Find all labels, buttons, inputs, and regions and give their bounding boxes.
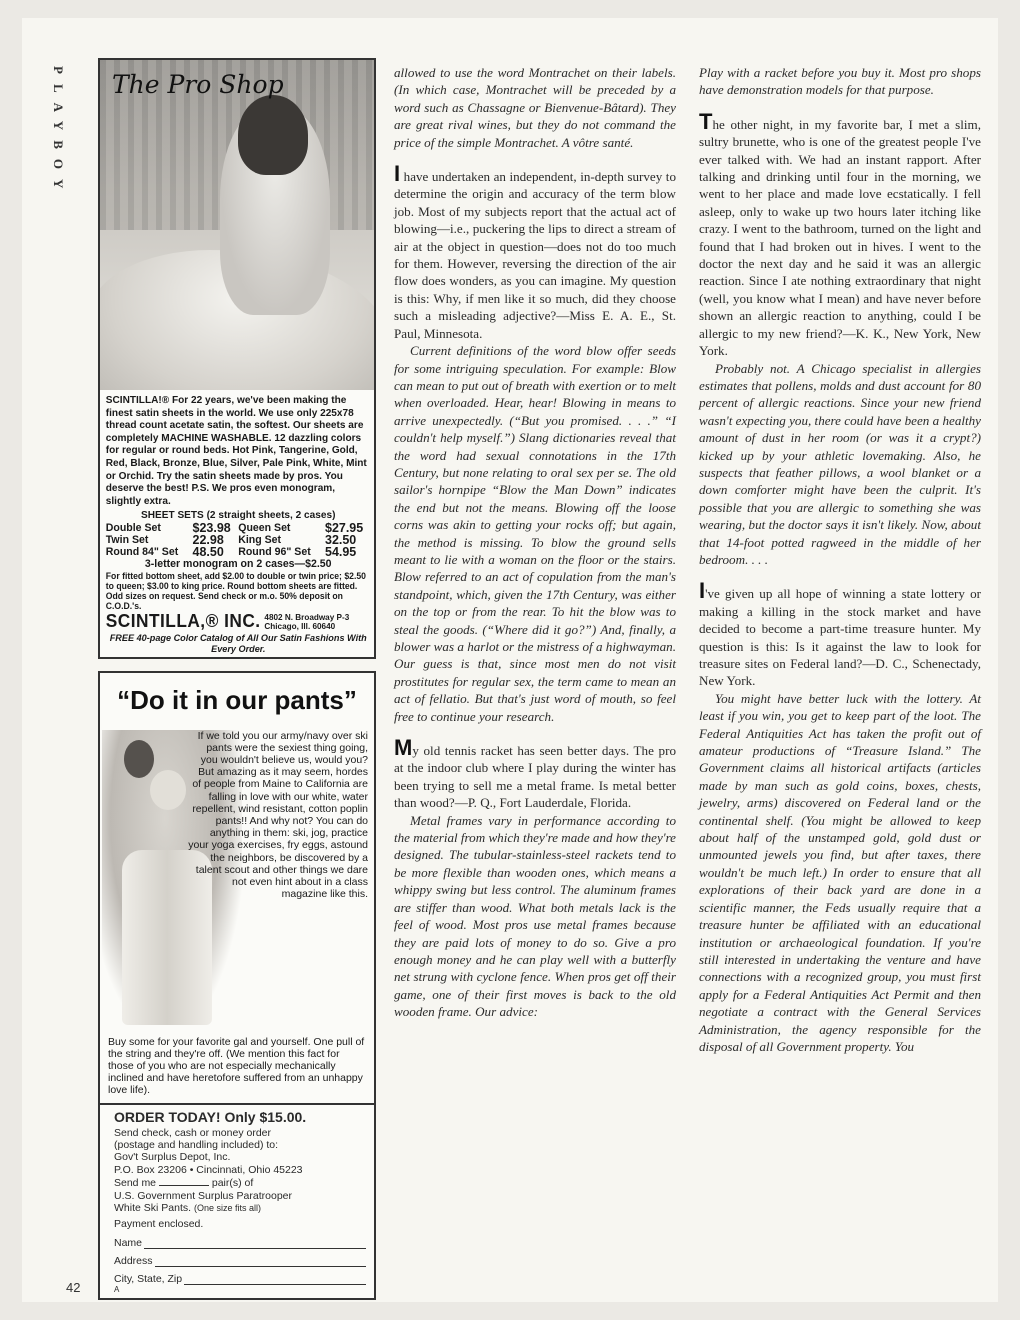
price-label: King Set bbox=[238, 533, 282, 546]
price-label: Double Set bbox=[105, 521, 161, 534]
magazine-page bbox=[22, 18, 998, 1302]
question-paragraph bbox=[699, 108, 981, 360]
ad-shop-title: The Pro Shop bbox=[112, 70, 284, 99]
text-column-1 bbox=[394, 64, 676, 1021]
page-number: 42 bbox=[66, 1280, 81, 1295]
quantity-field[interactable] bbox=[159, 1176, 209, 1186]
order-line: Send check, cash or money order bbox=[114, 1126, 271, 1139]
city-label: City, State, Zip bbox=[114, 1272, 183, 1285]
address-line: Chicago, Ill. 60640 bbox=[264, 620, 336, 631]
ad-buy-copy: Buy some for your favorite gal and yourself. One pull of the string and they're off. (We mention this fact for those of you who are not especially mechanically inclined and have heretofore suffered from an unhappy love life). bbox=[108, 1035, 365, 1097]
answer-paragraph: Current definitions of the word blow offer seeds for some intriguing speculation. For example: Blow can mean to put out of breath with exertion or to melt when overloaded. Hear, hear! Blowing in means to arrive unexpectedly. (“But you promised. . . .” “I couldn't help myself.”) Slang dictionaries reveal that the word had sexual connotations in the 17th Century, but none relating to oral sex per se. The old sailor's hornpipe “Blow the Man Down” indicates the end but not the means. Blowing off the loose corns was akin to getting your rocks off; but again, the method is missing. To blow the ground sells meant to lie with a woman on the floor or the stairs. Blow referred to an act of copulation from the man's standpoint, which, given the 17th Century, was either on the top or from the rear. To hit the blow was to steal the goods. (“Where did it go?”) And, finally, a blower was a harlot or the mistress of a highwayman. Our guess is that, since most men do not visit prostitutes for regular sex, the term came to mean an act of fellatio. But that's just word of mouth, so feel free to continue your research. bbox=[394, 343, 676, 724]
drop-cap: T bbox=[699, 108, 713, 134]
price-table bbox=[105, 519, 371, 559]
answer-paragraph: Play with a racket before you buy it. Most pro shops have demonstration models for that purpose. bbox=[699, 65, 981, 98]
order-coupon bbox=[100, 1103, 374, 1298]
ad-column bbox=[98, 58, 376, 1300]
pairs-label: pair(s) of bbox=[211, 1177, 254, 1190]
text-column-2 bbox=[699, 64, 981, 1055]
question-text: 've given up all hope of winning a state lottery or making a killing in the stock market and have decided to become a part-time treasure hunter. My question is this: Is it against the law to look for treasure sites on Federal land?—D. C., Schenectady, New York. bbox=[699, 586, 981, 689]
price-value: 32.50 bbox=[325, 531, 357, 547]
brand-address bbox=[264, 613, 349, 631]
sheet-sets-heading: SHEET SETS (2 straight sheets, 2 cases) bbox=[141, 509, 336, 522]
city-field[interactable] bbox=[184, 1274, 366, 1285]
price-value: 54.95 bbox=[325, 543, 357, 559]
price-row bbox=[106, 546, 371, 558]
order-line: P.O. Box 23206 • Cincinnati, Ohio 45223 bbox=[114, 1163, 303, 1176]
answer-paragraph: You might have better luck with the lottery. At least if you win, you get to keep part of the loot. The Federal Antiquities Act has taken the profit out of amateur productions of “Treasure Island.” The Government claims all historical artifacts (articles made by man such as gold coins, boxes, chests, jewelry, arms) discovered on Federal land or the continental shelf. (You might be allowed to keep about half of the unstamped gold, gold dust or unmounted jewels you find, but after taxes, there wouldn't be much left.) In order to ensure that all explorations of their back yard are done in a scientific manner, the Feds usually require that a treasure hunter be affiliated with an educational institution or archaeological foundation. If you're still interested in undertaking the venture and have connections with a recognized group, you must first apply for a Federal Antiquities Act Permit and then negotiate a contract with the General Services Administration, the agency responsible for the disposal of all Government property. You bbox=[699, 690, 981, 1054]
price-value: $23.98 bbox=[192, 519, 231, 535]
question-text: he other night, in my favorite bar, I met a slim, sultry brunette, who is one of the greatest people I've ever talked with. We had an instant rapport. After talking and drinking until four in the morning, we went to her place and made love ecstatically. I fell asleep, only to wake up two hours later itching like crazy. I went to the bathroom, turned on the light and found that I had broken out in hives. I went to the doctor the next day and he said it was an allergic reaction. Since I ate nothing extraordinary that night (well, you know what I mean) and have never before shown an allergic reaction to anything, could I be allergic to my new friend?—K. K., New York, New York. bbox=[699, 116, 981, 359]
send-me-label: Send me bbox=[114, 1177, 157, 1190]
city-row bbox=[114, 1273, 366, 1285]
ad-ski-pants bbox=[98, 671, 376, 1300]
order-heading: ORDER TODAY! Only $15.00. bbox=[114, 1108, 307, 1125]
man-head bbox=[124, 740, 154, 778]
payment-line: Payment enclosed. bbox=[114, 1218, 204, 1231]
coupon-code: A bbox=[114, 1284, 120, 1294]
model-hair bbox=[238, 95, 308, 175]
ad-body: SCINTILLA!® For 22 years, we've been making the finest satin sheets in the world. We use only 225x78 thread count acetate satin, the softest. Our sheets are completely MACHINE WASHABLE. 12 dazzling colors for regular or round beds. Hot Pink, Tangerine, Gold, Red, Black, Bronze, Blue, Silver, Pale Pink, White, Mint or Orchid. Try the satin sheets made by pros. You deserve the best! P.S. We pros even monogram, slightly extra. bbox=[105, 394, 367, 507]
ad-pitch: If we told you our army/navy over ski pants were the sexiest thing going, you wouldn't believe us, would you? But amazing as it may seem, hordes of people from Maine to California are falling in love with our white, water repellent, wind resistant, cotton poplin pants!! And why not? You can do anything in them: ski, jog, practice your yoga exercises, fry eggs, astound the neighbors, be discovered by a talent scout and other things we dare not even hint about in a class magazine like this. bbox=[188, 729, 368, 901]
answer-paragraph: allowed to use the word Montrachet on their labels. (In which case, Montrachet will be preceded by a word such as Chassagne or Bienvenue-Bâtard). They are great rival wines, but they do not command the price of the simple Montrachet. A vôtre santé. bbox=[394, 65, 676, 150]
brand-name: SCINTILLA,® INC. bbox=[105, 611, 261, 632]
price-label: Queen Set bbox=[238, 521, 291, 534]
ad-headline: “Do it in our pants” bbox=[117, 684, 357, 715]
address-label: Address bbox=[114, 1254, 153, 1267]
question-text: y old tennis racket has seen better days. The pro at the indoor club where I play during the winter has been trying to sell me a metal frame. Is metal better than wood?—P. Q., Fort Lauderdale, Florida. bbox=[394, 743, 676, 811]
name-row bbox=[114, 1237, 366, 1249]
product-line: U.S. Government Surplus Paratrooper bbox=[114, 1189, 292, 1202]
product-name: White Ski Pants. bbox=[114, 1201, 192, 1214]
fine-print: For fitted bottom sheet, add $2.00 to double or twin price; $2.50 to queen; $3.00 to king price. Round bottom sheets are fitted. Odd sizes on request. Send check or m.o. 50% deposit on C.O.D.'s. bbox=[105, 570, 366, 611]
ad-pro-shop bbox=[98, 58, 376, 659]
price-label: Twin Set bbox=[105, 533, 149, 546]
name-field[interactable] bbox=[144, 1238, 366, 1249]
ad-pro-shop-copy bbox=[100, 390, 376, 657]
drop-cap: I bbox=[699, 578, 706, 604]
price-label: Round 96" Set bbox=[238, 545, 311, 558]
question-text: have undertaken an independent, in-depth survey to determine the origin and accuracy of the term blow job. Most of my subjects report that the actual act of blowing—i.e., puckering the lips to direct a stream of air at the object in question—does not do too much for them. However, reversing the direction of the air flow does wonders, as you can imagine. My question is this: Why, if men like it so much, did they choose such a misleading adjective?—Miss E. A. E., St. Paul, Minnesota. bbox=[394, 169, 676, 341]
ad-photo-satin-sheets bbox=[100, 60, 374, 390]
question-paragraph bbox=[394, 735, 676, 812]
question-paragraph bbox=[699, 578, 981, 689]
price-value: 48.50 bbox=[192, 543, 224, 559]
price-value: $27.95 bbox=[325, 519, 364, 535]
address-line: 4802 N. Broadway P-3 bbox=[264, 611, 350, 622]
name-label: Name bbox=[114, 1236, 143, 1249]
price-value: 22.98 bbox=[192, 531, 224, 547]
answer-paragraph: Probably not. A Chicago specialist in allergies estimates that pollens, molds and dust account for 80 percent of allergic reactions. Since your new friend wasn't expecting you, there could have been a healthy amount of dust in her room (or was it a crypt?) kicked up by your athletic lovemaking. Also, he suspects that feather pillows, a wool blanket or a down comforter might have been the culprit. It's possible that you are allergic to something she was wearing, but the doctor says it isn't likely. Now, about that 14-foot potted ragweed in the middle of her bedroom. . . . bbox=[699, 360, 981, 567]
send-me-line bbox=[114, 1176, 366, 1189]
drop-cap: M bbox=[394, 735, 413, 761]
order-line: (postage and handling included) to: bbox=[114, 1138, 279, 1151]
catalog-offer: FREE 40-page Color Catalog of All Our Satin Fashions With Every Order. bbox=[109, 632, 367, 655]
address-row bbox=[114, 1255, 366, 1267]
answer-paragraph: Metal frames vary in performance according to the material from which they're made and how they're designed. The tubular-stainless-steel rackets tend to be more flexible than wooden ones, which means a whippy swing but less control. The aluminum frames are stiffer than wood. What both metals lack is the feel of wood. Most pros use metal frames because they are paid lots of money to do so. Give a pro enough money and he can play well with a butterfly net strung with cyclone fence. When pros get off their game, one of their first moves is back to the old wooden frame. Our advice: bbox=[394, 812, 676, 1020]
brand-row bbox=[106, 613, 371, 631]
product-line-2 bbox=[114, 1202, 366, 1214]
size-note: (One size fits all) bbox=[193, 1202, 261, 1213]
price-label: Round 84" Set bbox=[105, 545, 179, 558]
monogram-note: 3-letter monogram on 2 cases—$2.50 bbox=[144, 557, 332, 570]
address-field[interactable] bbox=[155, 1256, 366, 1267]
ad-pants-body bbox=[100, 722, 374, 1034]
question-paragraph bbox=[394, 161, 676, 342]
masthead: PLAYBOY bbox=[51, 66, 66, 199]
woman-head bbox=[150, 770, 186, 810]
drop-cap: I bbox=[394, 161, 401, 187]
order-line: Gov't Surplus Depot, Inc. bbox=[114, 1151, 231, 1164]
